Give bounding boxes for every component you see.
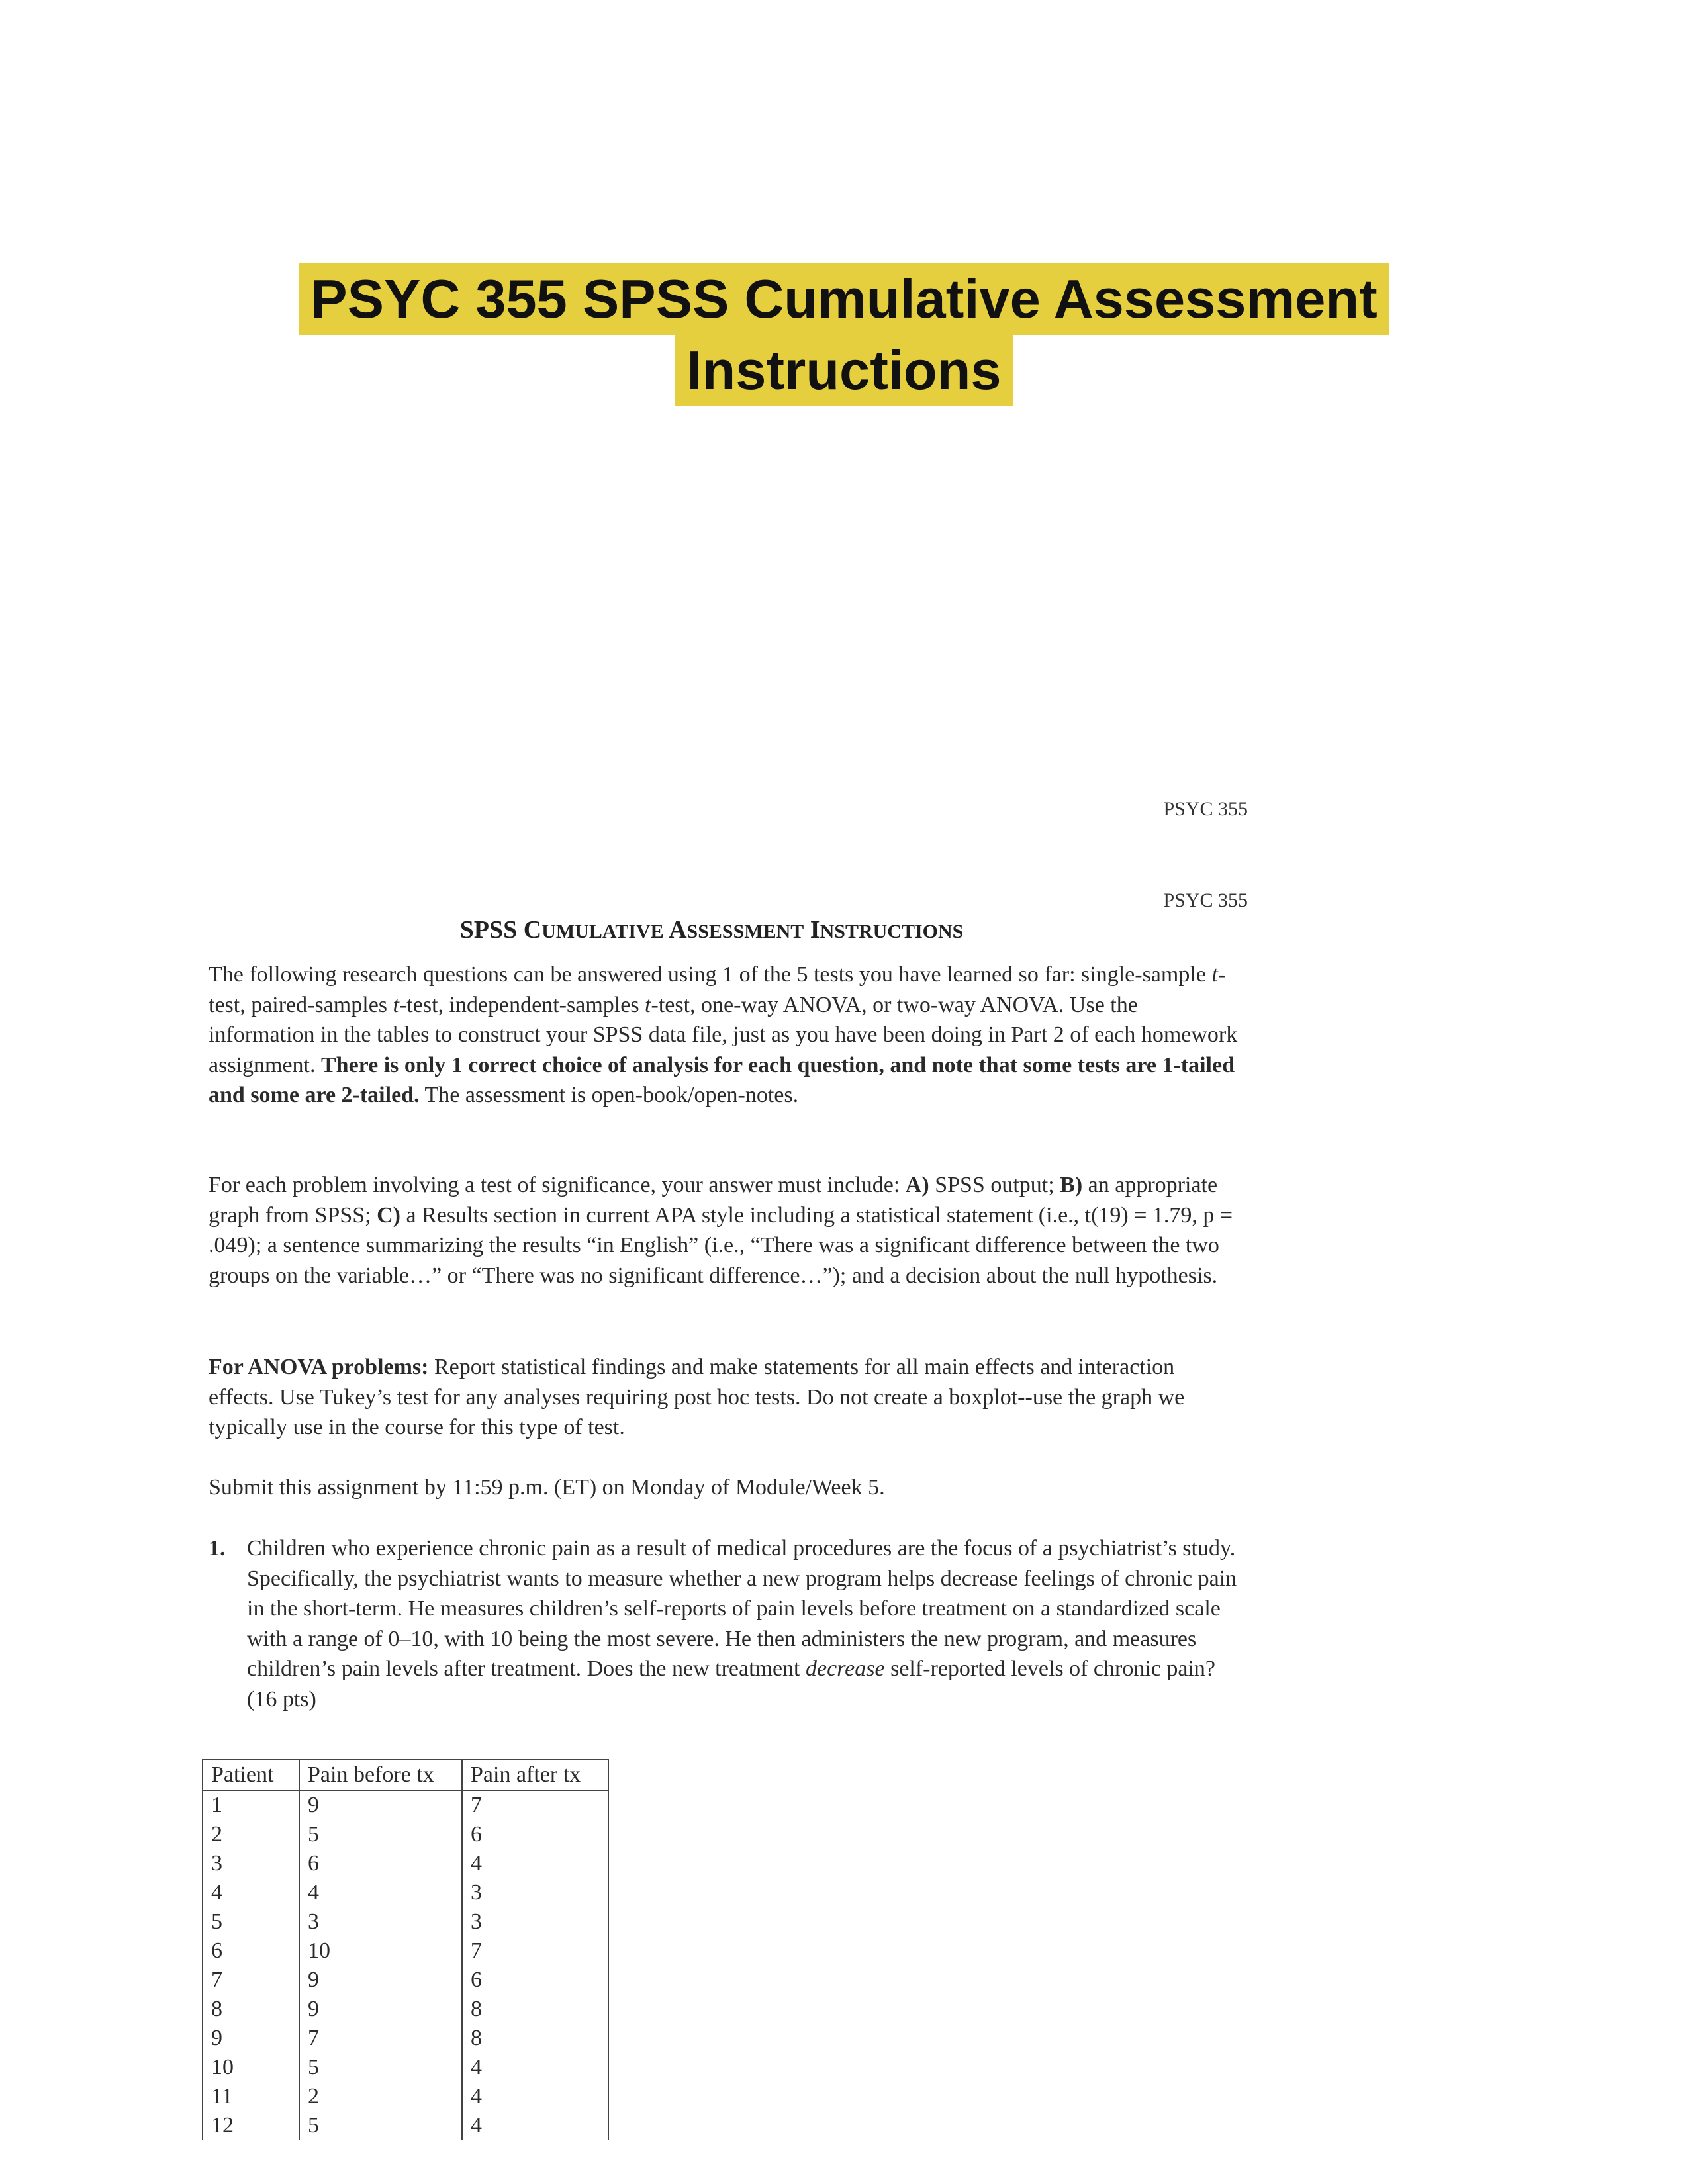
table-cell: 9: [203, 2024, 299, 2053]
text-run: -test, paired-samples: [209, 962, 1226, 1017]
text-run-bold: C): [377, 1203, 400, 1228]
title-part: A: [663, 916, 687, 944]
table-cell: 1: [203, 1790, 299, 1820]
table-cell: 5: [299, 1820, 462, 1849]
table-cell: 3: [462, 1907, 608, 1936]
table-cell: 4: [462, 1849, 608, 1878]
table-row: [203, 2053, 608, 2082]
table-cell: 2: [299, 2082, 462, 2111]
table-cell: 2: [203, 1820, 299, 1849]
text-run: an appropriate graph from SPSS;: [209, 1173, 1218, 1228]
banner-title-line-2: Instructions: [675, 335, 1013, 406]
table-cell: 8: [462, 1995, 608, 2024]
title-part: I: [804, 916, 820, 944]
table-cell: 11: [203, 2082, 299, 2111]
text-run-bold: There is only 1 correct choice of analysis for each question, and note that some tests are 1-tailed and some are 2-tailed.: [209, 1052, 1235, 1107]
question-number: 1.: [209, 1536, 226, 1561]
table-cell: 4: [462, 2111, 608, 2140]
table-row: [203, 1820, 608, 1849]
column-header: Patient: [203, 1760, 299, 1790]
text-run-bold: B): [1060, 1173, 1083, 1197]
banner-title-line-1: PSYC 355 SPSS Cumulative Assessment: [299, 263, 1389, 335]
question-1: [209, 1533, 1241, 1714]
text-run-bold: A): [905, 1173, 929, 1197]
banner-title: [0, 263, 1688, 406]
table-cell: 6: [462, 1966, 608, 1995]
intro-paragraph: [209, 960, 1241, 1111]
table-cell: 8: [462, 2024, 608, 2053]
table-cell: 9: [299, 1790, 462, 1820]
scanned-document: [202, 794, 1248, 2184]
table-row: [203, 2082, 608, 2111]
title-part: NSTRUCTIONS: [820, 921, 964, 942]
text-run: -test, independent-samples: [399, 992, 645, 1017]
table-cell: 5: [299, 2053, 462, 2082]
text-run: The assessment is open-book/open-notes.: [419, 1083, 799, 1107]
table-row: [203, 2111, 608, 2140]
text-run: -test, one-way ANOVA, or two-way ANOVA. Use the information in the tables to construct your SPSS data file, just as you have been doing in Part 2 of each homework assignment.: [209, 992, 1238, 1077]
table-cell: 10: [203, 2053, 299, 2082]
table-row: [203, 1849, 608, 1878]
table-cell: 12: [203, 2111, 299, 2140]
title-part: SPSS C: [459, 916, 542, 944]
table-row: [203, 1878, 608, 1907]
table-cell: 5: [203, 1907, 299, 1936]
text-run: Report statistical findings and make statements for all main effects and interaction effects. Use Tukey’s test for any analyses requiring post hoc tests. Do not create a boxplot--use the graph we typically use in the course for this type of test.: [209, 1355, 1185, 1439]
table-cell: 3: [462, 1878, 608, 1907]
table-row: [203, 2024, 608, 2053]
table-cell: 4: [462, 2082, 608, 2111]
table-cell: 6: [462, 1820, 608, 1849]
table-row: [203, 1966, 608, 1995]
table-cell: 3: [299, 1907, 462, 1936]
table-cell: 7: [299, 2024, 462, 2053]
text-run: self-reported levels of chronic pain? (16 pts): [247, 1657, 1215, 1711]
column-header: Pain after tx: [462, 1760, 608, 1790]
page-header-course: PSYC 355: [1163, 798, 1248, 820]
text-run: The following research questions can be answered using 1 of the 5 tests you have learned so far: single-sample: [209, 962, 1212, 987]
text-run: t: [1211, 962, 1218, 987]
table-cell: 9: [299, 1966, 462, 1995]
table-cell: 7: [462, 1790, 608, 1820]
table-header-row: [203, 1760, 608, 1790]
text-run: SPSS output;: [929, 1173, 1060, 1197]
table-cell: 4: [299, 1878, 462, 1907]
table-cell: 4: [203, 1878, 299, 1907]
text-run: For each problem involving a test of significance, your answer must include:: [209, 1173, 906, 1197]
table-cell: 3: [203, 1849, 299, 1878]
pain-data-table: [202, 1759, 609, 2140]
table-row: [203, 1936, 608, 1966]
table-row: [203, 1995, 608, 2024]
title-part: SSESSMENT: [686, 921, 804, 942]
document-title: [202, 915, 1221, 947]
question-text: [209, 1533, 1241, 1714]
text-run: Children who experience chronic pain as a result of medical procedures are the focus of a psychiatrist’s study. Specifically, the psychiatrist wants to measure whether a new program helps decrease feelings of chronic pain in the short-term. He measures children’s self-reports of pain levels before treatment on a standardized scale with a range of 0–10, with 10 being the most severe. He then administers the new program, and measures children’s pain levels after treatment. Does the new treatment: [247, 1536, 1237, 1681]
page-header-course-repeat: PSYC 355: [1163, 889, 1248, 911]
text-run: t: [645, 992, 651, 1017]
table-cell: 4: [462, 2053, 608, 2082]
text-run: t: [393, 992, 399, 1017]
table-row: [203, 1907, 608, 1936]
deadline-paragraph: Submit this assignment by 11:59 p.m. (ET) on Monday of Module/Week 5.: [209, 1475, 885, 1500]
column-header: Pain before tx: [299, 1760, 462, 1790]
table-cell: 5: [299, 2111, 462, 2140]
text-run-bold: For ANOVA problems:: [209, 1355, 429, 1379]
table-cell: 9: [299, 1995, 462, 2024]
table-cell: 8: [203, 1995, 299, 2024]
title-part: UMULATIVE: [541, 921, 664, 942]
text-run: a Results section in current APA style including a statistical statement (i.e., t(19) = 1.79, p = .049); a sentence summarizing the results “in English” (i.e., “There was a significant difference between the two groups on the variable…” or “There was no significant difference…”); and a decision about the null hypothesis.: [209, 1203, 1233, 1288]
table-row: [203, 1790, 608, 1820]
table-cell: 6: [203, 1936, 299, 1966]
anova-paragraph: [209, 1352, 1241, 1443]
table-cell: 7: [462, 1936, 608, 1966]
text-run-italic: decrease: [806, 1657, 885, 1681]
table-cell: 6: [299, 1849, 462, 1878]
table-cell: 10: [299, 1936, 462, 1966]
table-cell: 7: [203, 1966, 299, 1995]
requirements-paragraph: [209, 1170, 1241, 1291]
